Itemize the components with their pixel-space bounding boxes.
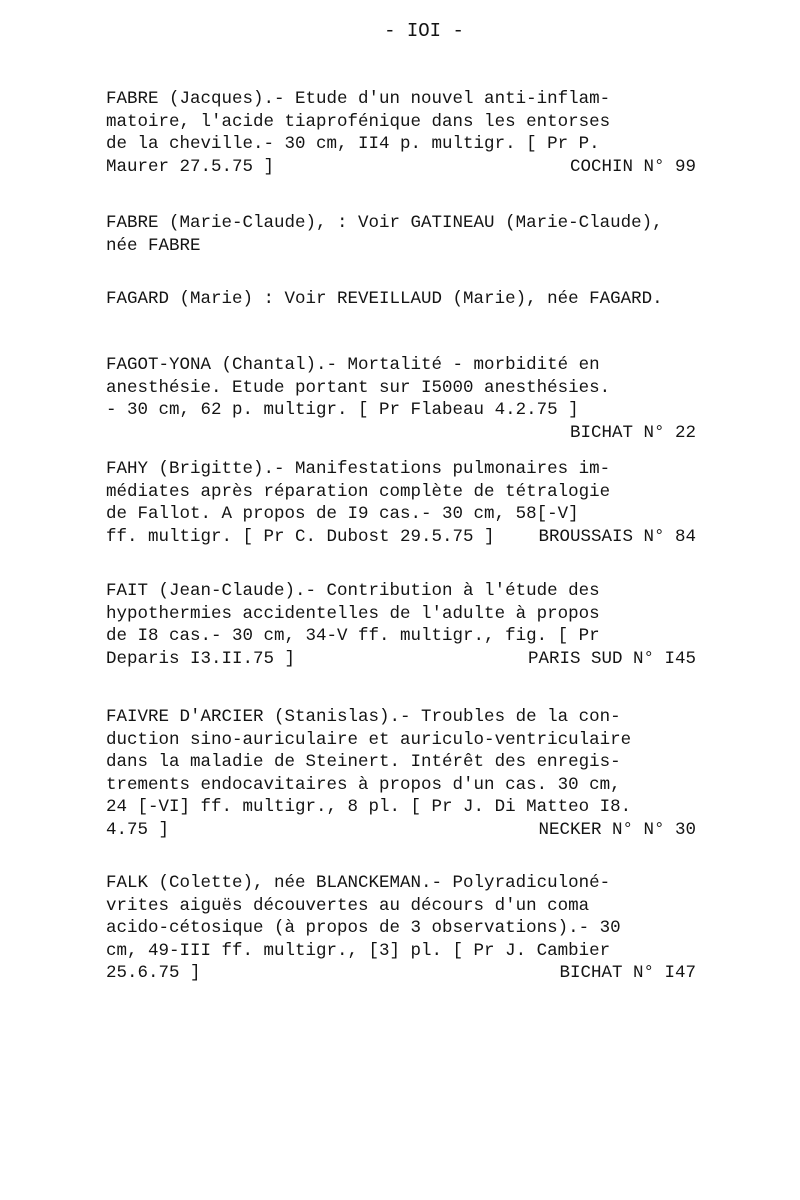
library-reference: NECKER N° N° 30 [538,819,696,840]
entry-line: - 30 cm, 62 p. multigr. [ Pr Flabeau 4.2.75 ] [106,400,579,420]
entry-line: 24 [-VI] ff. multigr., 8 pl. [ Pr J. Di Matteo I8. [106,797,632,817]
entry-line: FAGARD (Marie) : Voir REVEILLAUD (Marie), née FAGARD. [106,289,663,309]
entry-fait-jean-claude [106,580,696,670]
entry-line: FABRE (Marie-Claude), : Voir GATINEAU (Marie-Claude), [106,213,663,233]
entry-falk-colette [106,872,696,985]
entry-line: de la cheville.- 30 cm, II4 p. multigr. [ Pr P. [106,134,600,154]
entry-line: 25.6.75 ] BICHAT N° I47 [106,963,696,983]
page-number: - IOI - [384,20,464,42]
entry-faivre-d-arcier-stanislas [106,706,696,841]
entry-fabre-jacques [106,88,696,178]
entry-line: de I8 cas.- 30 cm, 34-V ff. multigr., fig. [ Pr [106,626,600,646]
entry-line: FAHY (Brigitte).- Manifestations pulmonaires im- [106,459,611,479]
entry-line: duction sino-auriculaire et auriculo-ventriculaire [106,729,632,750]
library-reference: BROUSSAIS N° 84 [538,526,696,547]
entry-line: ff. multigr. [ Pr C. Dubost 29.5.75 ] BROUSSAIS N° 84 [106,526,696,547]
library-reference: COCHIN N° 99 [569,156,696,177]
entry-line: FAGOT-YONA (Chantal).- Mortalité - morbidité en [106,355,600,375]
library-reference: BICHAT N° I47 [559,963,696,983]
entry-fahy-brigitte [106,458,696,548]
entry-line: vrites aiguës découvertes au décours d'un coma [106,895,590,916]
entry-line: née FABRE [106,235,201,256]
entry-line: acido-cétosique (à propos de 3 observations).- 30 [106,918,621,938]
entry-line: trements endocavitaires à propos d'un cas. 30 cm, [106,774,621,795]
entry-line: médiates après réparation complète de tétralogie [106,481,611,502]
entry-fagard-marie [106,288,696,311]
entry-line: FALK (Colette), née BLANCKEMAN.- Polyradiculoné- [106,873,611,893]
entry-line: dans la maladie de Steinert. Intérêt des enregis- [106,752,621,772]
entry-line: matoire, l'acide tiaprofénique dans les entorses [106,111,611,132]
entry-fabre-marie-claude [106,212,696,257]
entry-line: Maurer 27.5.75 ] COCHIN N° 99 [106,156,696,177]
entry-line: hypothermies accidentelles de l'adulte à propos [106,603,600,624]
entry-line: FABRE (Jacques).- Etude d'un nouvel anti-inflam- [106,89,611,109]
entry-line: 4.75 ] NECKER N° N° 30 [106,819,696,840]
entry-line: FAIT (Jean-Claude).- Contribution à l'étude des [106,581,600,601]
entry-line [106,422,696,445]
entry-line: anesthésie. Etude portant sur I5000 anesthésies. [106,377,611,398]
library-reference: PARIS SUD N° I45 [527,648,696,669]
entry-line: Deparis I3.II.75 ] PARIS SUD N° I45 [106,648,696,669]
entry-line: cm, 49-III ff. multigr., [3] pl. [ Pr J. Cambier [106,940,611,961]
library-reference: BICHAT N° 22 [569,422,696,443]
entry-line: FAIVRE D'ARCIER (Stanislas).- Troubles de la con- [106,707,621,727]
entry-fagot-yona-chantal [106,354,696,444]
entry-line: de Fallot. A propos de I9 cas.- 30 cm, 58[-V] [106,504,579,524]
